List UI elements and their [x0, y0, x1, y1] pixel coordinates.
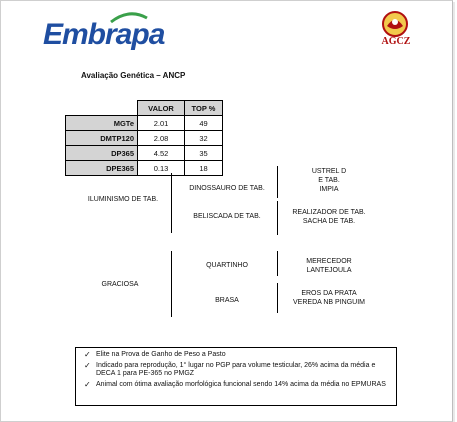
row-value: 0.13	[138, 161, 185, 176]
row-top-percent: 32	[185, 131, 223, 146]
row-top-percent: 18	[185, 161, 223, 176]
checkmark-icon: ✓	[84, 350, 91, 359]
pedigree-sire-dam: BELISCADA DE TAB.	[193, 213, 261, 220]
table-row	[66, 161, 223, 176]
note-text: Indicado para reprodução, 1° lugar no PGP para volume testicular, 26% acima da média e DECA 1 para PE-365 no PMGZ	[96, 361, 376, 377]
pedigree-connector	[277, 201, 278, 235]
pedigree-connector	[171, 173, 172, 233]
pedigree-connector	[277, 251, 278, 276]
row-label: DPE365	[66, 161, 138, 176]
row-value: 2.08	[138, 131, 185, 146]
checkmark-icon: ✓	[84, 360, 91, 370]
pedigree-connector	[277, 166, 278, 198]
pedigree-sire-sire: DINOSSAURO DE TAB.	[189, 185, 265, 192]
table-row	[66, 116, 223, 131]
row-label: MGTe	[66, 116, 138, 131]
pedigree-sire: ILUMINISMO DE TAB.	[87, 196, 159, 203]
table-row	[66, 146, 223, 161]
pedigree-sire-sire-parents: USTREL D E TAB. IMPIA	[311, 168, 347, 193]
row-value: 2.01	[138, 116, 185, 131]
pedigree-sire-dam-parents: REALIZADOR DE TAB. SACHA DE TAB.	[292, 209, 366, 225]
row-label: DP365	[66, 146, 138, 161]
pedigree-dam-dam: BRASA	[215, 297, 239, 304]
notes-box	[75, 347, 397, 406]
pedigree-connector	[171, 251, 172, 317]
pedigree-dam-dam-parents: EROS DA PRATA VEREDA NB PINGUIM	[293, 290, 365, 306]
genetic-evaluation-table	[65, 100, 223, 176]
brand-name: Embrapa	[43, 18, 165, 51]
pedigree-dam-sire: QUARTINHO	[206, 262, 248, 269]
list-item	[84, 351, 392, 360]
page-title: Avaliação Genética – ANCP	[81, 71, 186, 80]
note-text: Animal com ótima avaliação morfológica funcional sendo 14% acima da média no EPMURAS	[96, 380, 386, 388]
row-top-percent: 49	[185, 116, 223, 131]
table-row	[66, 131, 223, 146]
column-header-top: TOP %	[185, 101, 223, 116]
embrapa-logo	[43, 14, 163, 54]
list-item	[84, 381, 392, 390]
row-top-percent: 35	[185, 146, 223, 161]
note-text: Elite na Prova de Ganho de Peso a Pasto	[96, 351, 226, 358]
table-corner-cell	[66, 101, 138, 116]
checkmark-icon: ✓	[84, 379, 91, 389]
pedigree-dam: GRACIOSA	[101, 281, 139, 288]
table-header-row	[66, 101, 223, 116]
row-value: 4.52	[138, 146, 185, 161]
row-label: DMTP120	[66, 131, 138, 146]
pedigree-dam-sire-parents: MERECEDOR LANTEJOULA	[306, 258, 352, 274]
list-item	[84, 362, 392, 379]
column-header-valor: VALOR	[138, 101, 185, 116]
seal-label: AGCZ	[381, 36, 411, 47]
pedigree-connector	[277, 283, 278, 313]
